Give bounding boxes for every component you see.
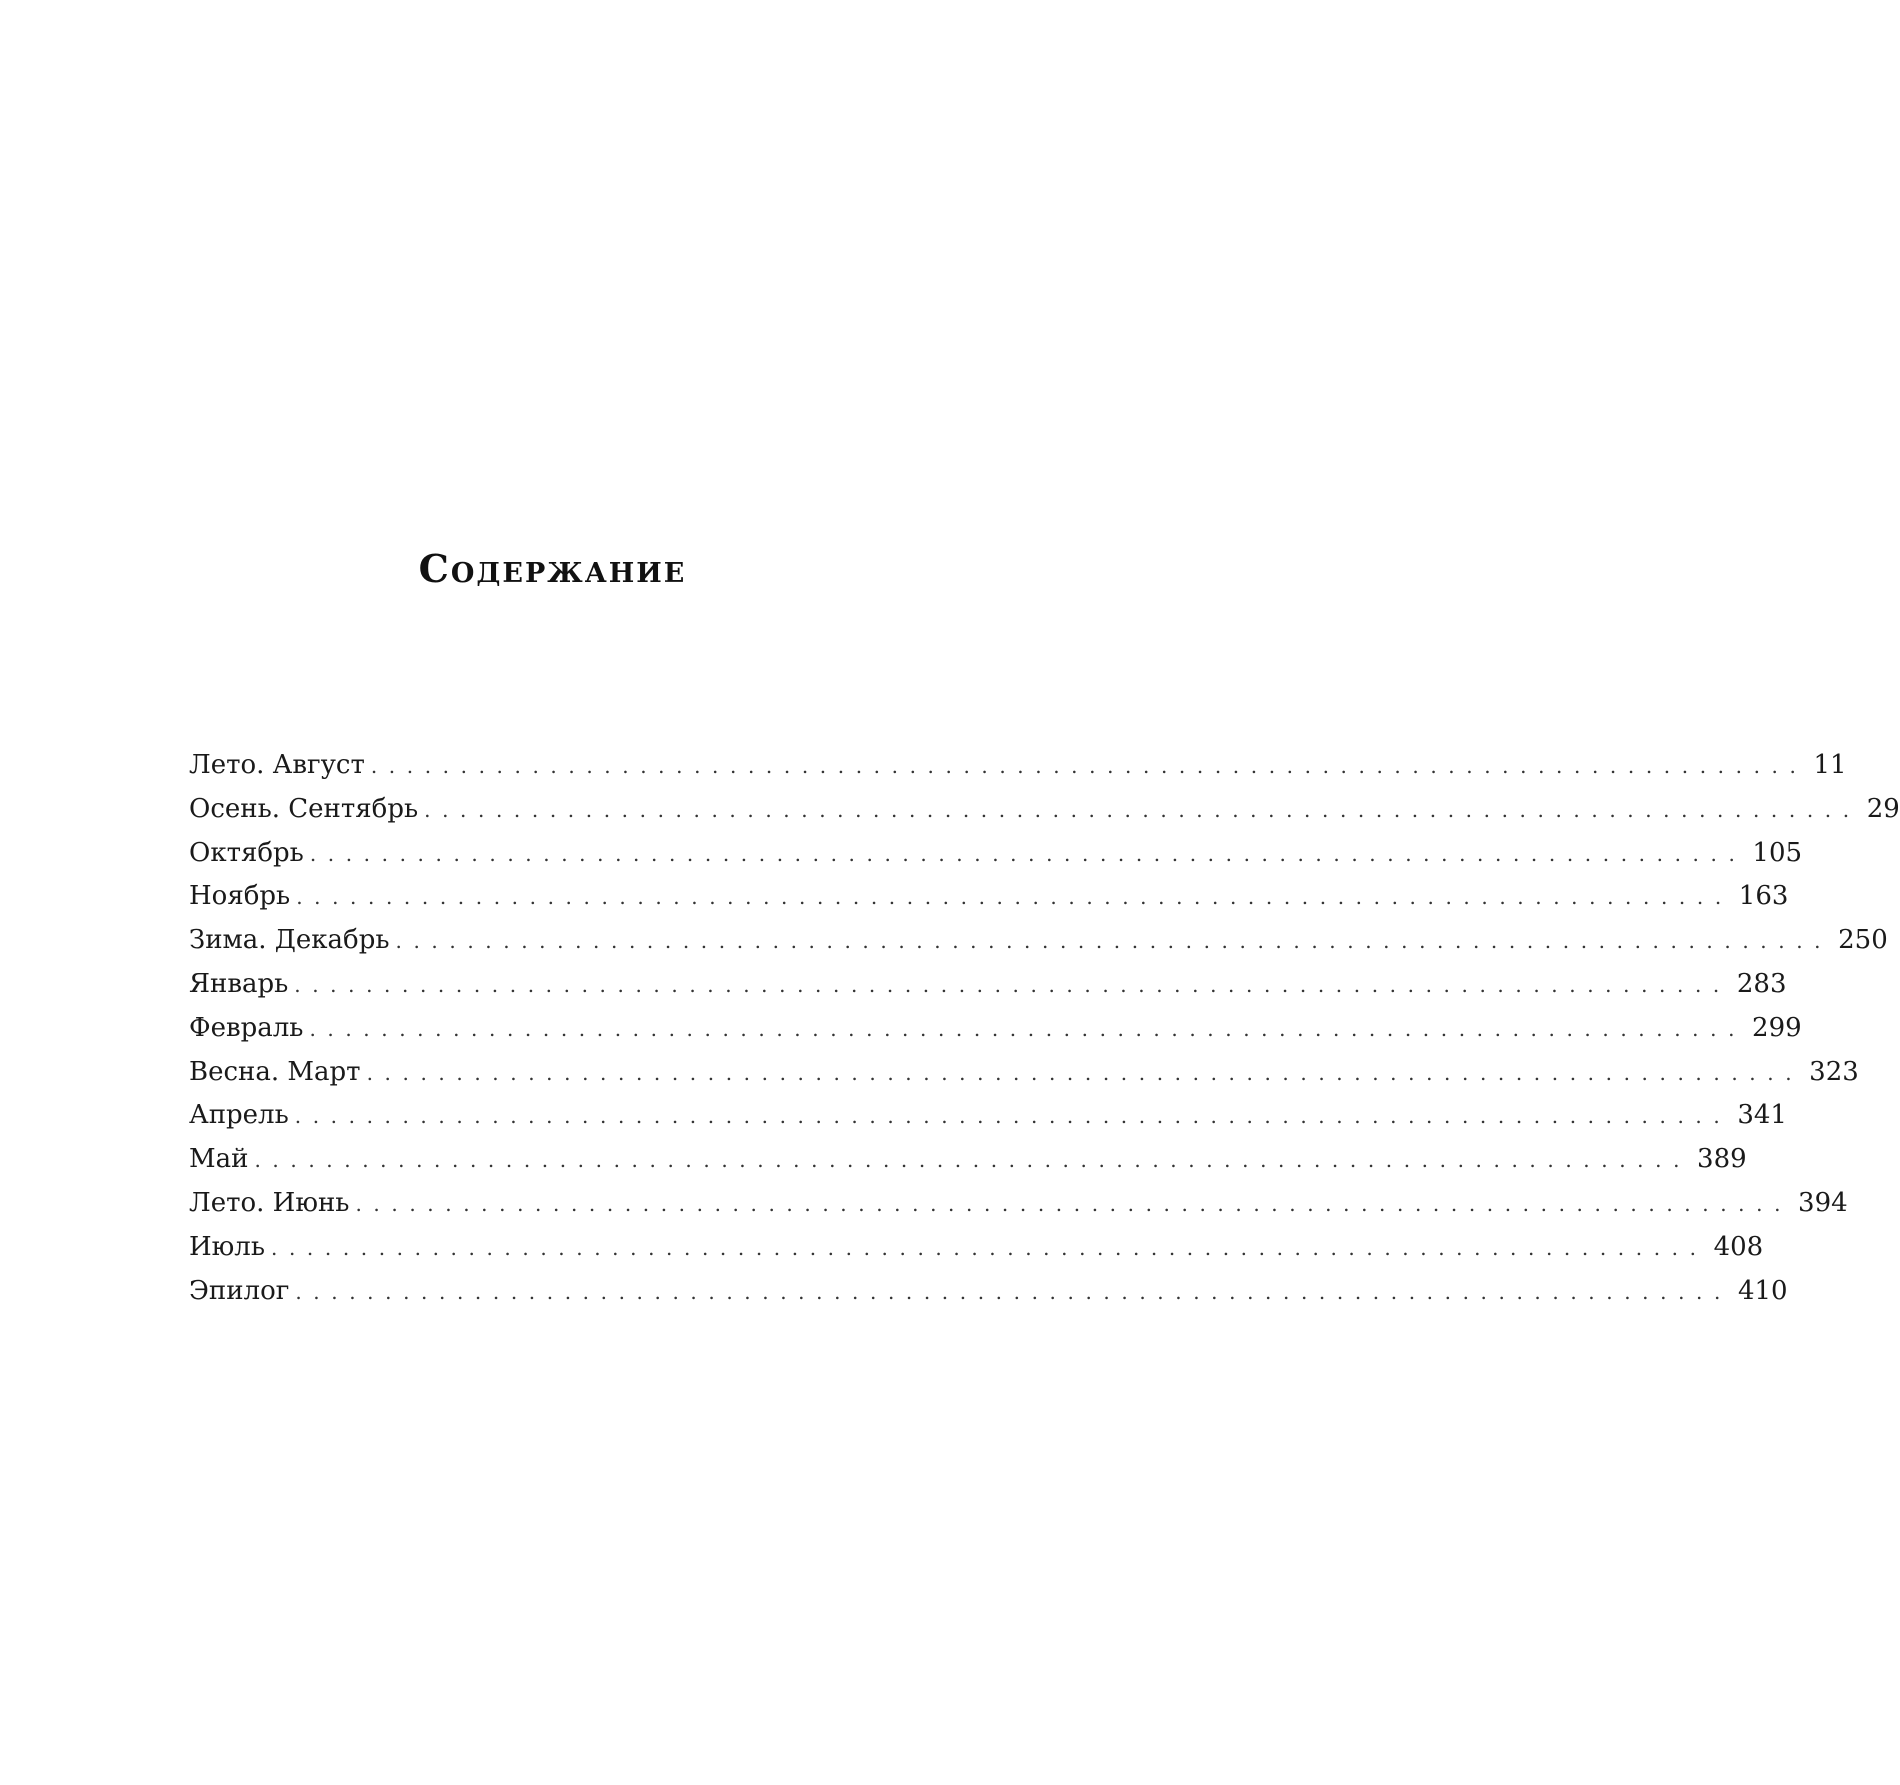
toc-entry-page: 299	[1752, 1012, 1802, 1043]
toc-entry-page: 163	[1738, 881, 1789, 912]
dot-leader: ................................................................................	[366, 1060, 1804, 1085]
toc-entry-label: Зима. Декабрь	[189, 925, 390, 956]
toc-entry-page: 323	[1809, 1056, 1859, 1087]
toc-entry	[189, 788, 1900, 832]
toc-entry-label: Февраль	[189, 1012, 304, 1043]
toc-entry-label: Осень. Сентябрь	[189, 793, 419, 824]
toc-entry	[189, 744, 1847, 788]
toc-entry-page: 408	[1713, 1231, 1764, 1262]
page-title: Содержание	[418, 546, 687, 591]
dot-leader: ................................................................................	[395, 929, 1833, 954]
toc-entry-label: Январь	[189, 968, 289, 999]
dot-leader: ................................................................................	[295, 1279, 1732, 1304]
toc-entry	[189, 1007, 1802, 1051]
toc-entry-page: 410	[1737, 1275, 1788, 1306]
dot-leader: ................................................................................	[309, 1016, 1747, 1041]
toc-entry-label: Июль	[189, 1231, 265, 1262]
toc-entry-label: Лето. Август	[189, 750, 365, 780]
table-of-contents	[189, 744, 1900, 1313]
toc-entry-page: 250	[1838, 925, 1888, 956]
toc-entry-label: Весна. Март	[189, 1056, 361, 1087]
toc-entry	[189, 1182, 1848, 1226]
toc-entry-page: 394	[1798, 1187, 1848, 1218]
toc-entry-label: Май	[189, 1144, 249, 1175]
toc-entry-label: Лето. Июнь	[189, 1187, 350, 1218]
dot-leader: ................................................................................	[424, 797, 1861, 822]
toc-entry-label: Октябрь	[189, 837, 304, 868]
dot-leader: ................................................................................	[294, 972, 1731, 997]
toc-entry-page: 341	[1737, 1100, 1787, 1131]
toc-entry	[189, 1226, 1764, 1270]
toc-entry-page: 389	[1697, 1144, 1747, 1175]
toc-entry-label: Ноябрь	[189, 881, 291, 912]
dot-leader: ................................................................................	[296, 885, 1733, 910]
toc-entry	[189, 1270, 1788, 1314]
toc-entry	[189, 875, 1789, 919]
toc-entry	[189, 1051, 1859, 1095]
toc-entry	[189, 832, 1803, 876]
toc-entry-label: Эпилог	[189, 1275, 290, 1306]
dot-leader: ................................................................................	[355, 1191, 1793, 1216]
toc-entry-page: 11	[1813, 750, 1847, 780]
toc-entry-page: 283	[1736, 968, 1787, 999]
toc-entry-page: 105	[1752, 837, 1803, 868]
toc-entry	[189, 963, 1787, 1007]
dot-leader: ................................................................................	[370, 754, 1808, 778]
toc-entry-label: Апрель	[189, 1100, 289, 1131]
dot-leader: ................................................................................	[270, 1235, 1708, 1260]
toc-entry	[189, 919, 1888, 963]
dot-leader: ................................................................................	[309, 841, 1747, 866]
dot-leader: ................................................................................	[254, 1148, 1692, 1173]
toc-entry	[189, 1138, 1747, 1182]
toc-entry-page: 29	[1866, 793, 1900, 824]
toc-entry	[189, 1094, 1787, 1138]
dot-leader: ................................................................................	[294, 1104, 1732, 1129]
